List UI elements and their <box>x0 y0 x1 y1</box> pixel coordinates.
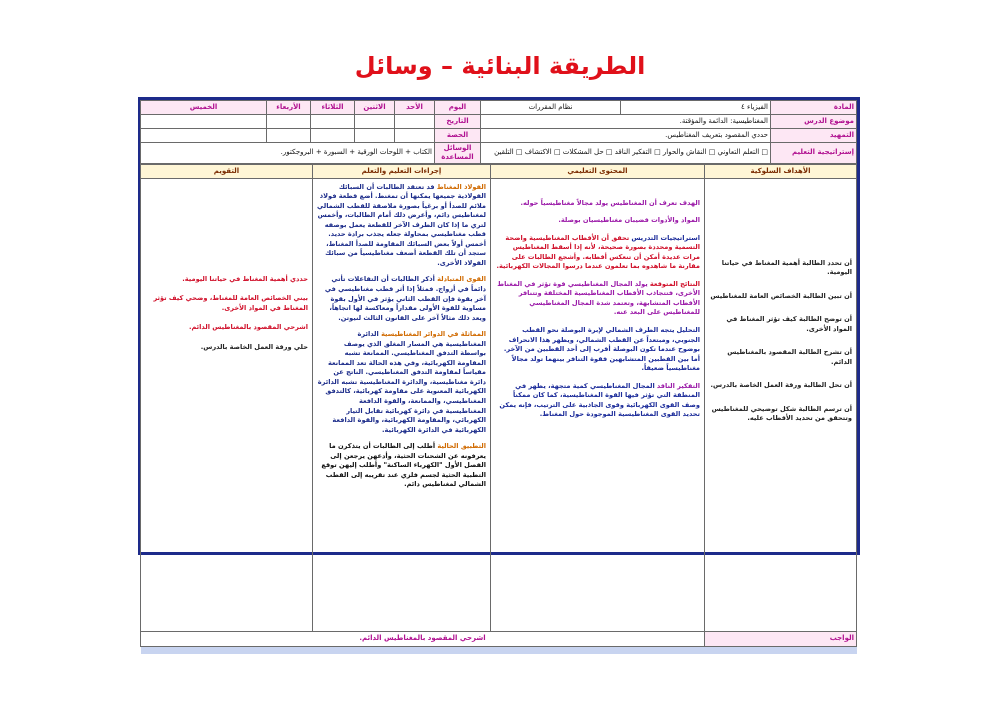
page-title: الطريقة البنائية – وسائل <box>354 52 646 80</box>
day-tuesday: الثلاثاء <box>311 101 355 115</box>
procedure-text: أذكر الطالبات أن التفاعلات تأتي دائماً في أزواج. فمثلاً إذا أثر قطب مغناطيسي في آخر بقوة فإن القطب الثاني يؤثر في الأول بقوة مساوية للقوة الأولى مقداراً ومعاكسة لها اتجاهاً، ويعد ذلك مثالاً آخر على القانون الثالث لنيوتن. <box>324 275 486 322</box>
topic-label: موضوع الدرس <box>771 115 857 129</box>
homework-label: الواجب <box>705 631 857 646</box>
procedure-title: التطبيق الحالية <box>437 442 486 451</box>
day-monday: الاثنين <box>355 101 395 115</box>
homework-value: اشرحي المقصود بالمغناطيس الدائم. <box>141 631 705 646</box>
topic-value: المغناطيسية: الدائمة والمؤقتة. <box>481 115 771 129</box>
strategy-label: إستراتيجية التعليم <box>771 143 857 164</box>
content-materials: المواد والأدوات قضيبان مغناطيسيان بوصلة. <box>558 216 700 225</box>
expected-text: يولد المجال المغناطيسي قوة تؤثر في المغناط الأخرى، فتتجاذب الأقطاب المغناطيسية المختلفة وتتنافر الأقطاب المتشابهة، وتعتمد شدة المجال المغناطيسي للمغناطيس على البعد عنه. <box>497 279 700 317</box>
critical-title: التفكير الناقد <box>656 381 700 390</box>
period-cell-5 <box>141 129 267 143</box>
evaluation-header: التقويم <box>141 164 313 178</box>
objective-item: أن تحدد الطالبة أهمية المغناط في حياتنا اليومية. <box>721 258 852 277</box>
objectives-header: الأهداف السلوكية <box>705 164 857 178</box>
date-label: التاريخ <box>435 115 481 129</box>
evaluation-item: بيني الخصائص العامة للمغناط، وضحي كيف تؤثر المغناط في المواد الأخرى. <box>153 294 308 312</box>
procedures-cell <box>313 178 491 631</box>
content-header: المحتوى التعليمي <box>491 164 705 178</box>
aids-label: الوسائل المساعدة <box>435 143 481 164</box>
evaluation-item: اشرحي المقصود بالمغناطيس الدائم. <box>189 323 308 332</box>
expected-title: النتائج المتوقعة <box>649 279 700 288</box>
course-system: نظام المقررات <box>481 101 621 115</box>
intro-label: التمهيد <box>771 129 857 143</box>
objective-item: أن تبين الطالبة الخصائص العامة للمغناطيس <box>710 291 852 300</box>
period-cell-4 <box>267 129 311 143</box>
objective-item: أن تحل الطالبة ورقة العمل الخاصة بالدرس. <box>710 381 852 390</box>
day-sunday: الأحد <box>395 101 435 115</box>
procedure-text: قد تعتقد الطالبات أن السبائك الفولاذية جميعها يمكنها أن تمغنط. أضع قطعة فولاذ ملائم للصدأ أو برغياً بصورة ملاصقة للقطب الشمالي لمغناطيس دائم، وأعرض ذلك أمام الطالبات، وأخمس لتري ما إذا كان الطرف الآخر للقطعة يعمل بوصفه قطب مغناطيسي بمحاولة جعله يجذب برادة حديد. أخمس أولاً بعض السبائك المقاومة للصدأ المغناط، ستجد أن تلك القطعة أضعف مغناطيسياً من سبائك الفولاذ الأخرى. <box>317 182 486 267</box>
procedure-title: المماثلة في الدوائر المغناطيسية <box>381 330 486 339</box>
lesson-header-table <box>140 100 857 164</box>
date-cell-4 <box>267 115 311 129</box>
day-wednesday: الأربعاء <box>267 101 311 115</box>
procedure-text: أطلب إلى الطالبات أن يتذكرن ما يعرفونه عن الشحنات الحثية، وأدعهن يرجعن إلى الفصل الأول "الكهرباء الساكنة" وأطلب إليهن توقع التطبية الحثية لجسم فلزي عند تقريبه إلى القطب الشمالي لمغناطيس دائم. <box>321 442 486 489</box>
bottom-decorative-strip <box>141 647 857 654</box>
aids-value: الكتاب + اللوحات الورقية + السبورة + البروجكتور. <box>141 143 435 164</box>
date-cell-2 <box>355 115 395 129</box>
day-thursday: الخميس <box>141 101 267 115</box>
period-label: الحصة <box>435 129 481 143</box>
subject-value: الفيزياء ٤ <box>621 101 771 115</box>
strategies-text: تحقق أن الأقطاب المغناطيسية واضحة التسمية ومحددة بصورة صحيحة، لأنه إذا أسقط المغناطيس مرات عديدة أمكن أن تنعكس أقطابه. وأشجع الطالبات على مقارنة ما شاهدوه بما تعلمون عندما درسوا المجالات الكهربائية. <box>496 233 700 271</box>
procedure-text: الدائرة المغناطيسية هي المسار المغلق الذي يوصف بواسطة التدفق المغناطيسي. الممانعة تشبه المقاومة الكهربائية، وفي هذه الحالة تعد الممانعة مقياساً لمقاومة التدفق المغناطيسي. الناتج عن دائرة مغناطيسية، والدائرة المغناطيسية تشبه الدائرة الكهربائية المعنوية على مقاومة كهربائية، كالتدفق المغناطيسي، والممانعة، والقوة الدافعة المغناطيسية في دائرة كهربائية تقابل التيار الكهربائي، والمقاومة الكهربائية، والقوة الدافعة الكهربائية في الدائرة الكهربائية. <box>317 330 486 434</box>
content-goal: الهدف تعرف أن المغناطيس يولد مجالاً مغناطيسياً حوله. <box>520 198 700 207</box>
subject-label: المادة <box>771 101 857 115</box>
procedures-header: إجراءات التعليم والتعلم <box>313 164 491 178</box>
lesson-body-table <box>140 164 857 647</box>
day-label: اليوم <box>435 101 481 115</box>
objective-item: أن ترسم الطالبة شكل توضيحي للمغناطيس وتتحقق من تحديد الأقطاب عليه. <box>711 404 852 423</box>
strategy-value: □ التعلم التعاوني □ النقاش والحوار □ التفكير الناقد □ حل المشكلات □ الاكتشاف □ التلقين <box>481 143 771 164</box>
objective-item: أن توضح الطالبة كيف تؤثر المغناط في المواد الأخرى. <box>726 315 852 333</box>
evaluation-cell <box>141 178 313 631</box>
strategies-title: استراتيجيات التدريس <box>631 233 700 242</box>
date-cell-5 <box>141 115 267 129</box>
evaluation-item: حلي ورقة العمل الخاصة بالدرس. <box>200 342 308 351</box>
objective-item: أن تشرح الطالبة المقصود بالمغناطيس الدائم. <box>727 348 852 366</box>
analysis-title: التحليل <box>676 325 700 334</box>
intro-value: حددي المقصود بتعريف المغناطيس. <box>481 129 771 143</box>
period-cell-1 <box>395 129 435 143</box>
critical-text: المجال المغناطيسي كمية متجهة، يظهر في المنطقة التي تؤثر فيها القوة المغناطيسية، كما كان ممكناً وصف القوى الكهربائية وقوى الجاذبية على الترتيب، فإنه يمكن تحديد القوى المغناطيسية الموجودة حول المغناط. <box>499 381 700 419</box>
analysis-text: يتجه الطرف الشمالي لإبرة البوصلة نحو القطب الجنوبي، ومبتعداً عن القطب الشمالي، ويظهر هذا الانحراف بوضوح عندما تكون البوصلة أقرب إلى أحد القطبين من الآخر. أما بين القطبين المتشابهين فقوة التنافر بينهما تولد مجالاً مغناطيسياً ضعيفاً. <box>503 325 700 373</box>
procedure-title: الفولاذ المغناط <box>436 182 486 191</box>
content-cell <box>491 178 705 631</box>
procedure-title: القوى المتبادلة <box>437 275 486 284</box>
objectives-cell <box>705 178 857 631</box>
evaluation-item: حددي أهمية المغناط في حياتنا اليومية. <box>182 274 308 283</box>
lesson-plan-sheet <box>138 97 860 643</box>
period-cell-2 <box>355 129 395 143</box>
date-cell-1 <box>395 115 435 129</box>
date-cell-3 <box>311 115 355 129</box>
period-cell-3 <box>311 129 355 143</box>
